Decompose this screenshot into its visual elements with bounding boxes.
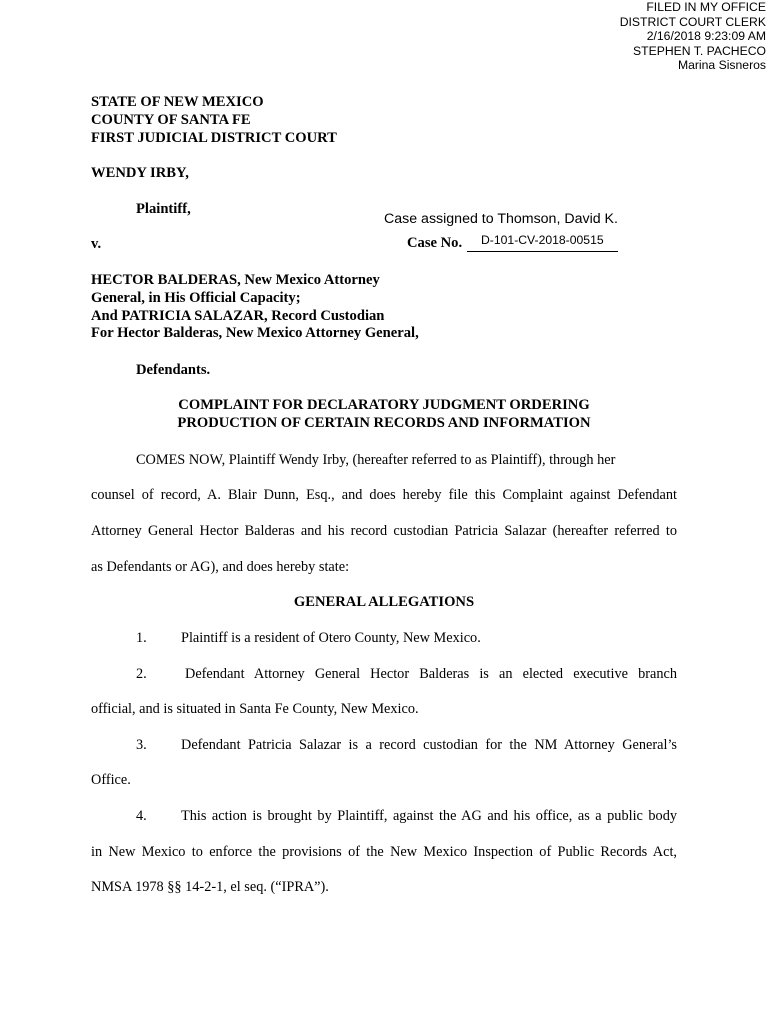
defendants-role: Defendants. bbox=[136, 362, 211, 378]
paragraph-number: 2. bbox=[136, 666, 147, 682]
stamp-line: 2/16/2018 9:23:09 AM bbox=[646, 29, 766, 44]
case-number-underline bbox=[467, 251, 618, 252]
stamp-line: STEPHEN T. PACHECO bbox=[633, 43, 766, 58]
paragraph-text: NMSA 1978 §§ 14-2-1, el seq. (“IPRA”). bbox=[91, 879, 329, 895]
paragraph-text: Defendant Patricia Salazar is a record custodian for the NM Attorney General’s bbox=[181, 737, 677, 753]
paragraph-text: Plaintiff is a resident of Otero County, New Mexico. bbox=[181, 630, 481, 646]
court-district: FIRST JUDICIAL DISTRICT COURT bbox=[91, 129, 337, 146]
court-state: STATE OF NEW MEXICO bbox=[91, 94, 264, 110]
paragraph-text: in New Mexico to enforce the provisions of the New Mexico Inspection of Public Records Act, bbox=[91, 844, 677, 860]
filing-stamp bbox=[466, 0, 766, 73]
paragraph-number: 1. bbox=[136, 630, 147, 646]
title-line: COMPLAINT FOR DECLARATORY JUDGMENT ORDERING bbox=[178, 397, 590, 413]
defendants-line: HECTOR BALDERAS, New Mexico Attorney bbox=[91, 272, 380, 288]
defendants-line: General, in His Official Capacity; bbox=[91, 289, 301, 306]
stamp-line: FILED IN MY OFFICE bbox=[646, 0, 766, 14]
plaintiff-role: Plaintiff, bbox=[136, 201, 191, 217]
intro-line: COMES NOW, Plaintiff Wendy Irby, (hereafter referred to as Plaintiff), through her bbox=[136, 452, 616, 468]
defendants-line: And PATRICIA SALAZAR, Record Custodian bbox=[91, 307, 385, 324]
paragraph-text: Office. bbox=[91, 772, 131, 788]
paragraph-number: 3. bbox=[136, 737, 147, 753]
title-line: PRODUCTION OF CERTAIN RECORDS AND INFORMATION bbox=[177, 414, 591, 431]
paragraph-text: This action is brought by Plaintiff, against the AG and his office, as a public body bbox=[181, 808, 677, 824]
versus: v. bbox=[91, 236, 102, 252]
intro-line: Attorney General Hector Balderas and his record custodian Patricia Salazar (hereafter referred to bbox=[91, 523, 677, 539]
case-assigned: Case assigned to Thomson, David K. bbox=[384, 211, 618, 227]
intro-line: counsel of record, A. Blair Dunn, Esq., and does hereby file this Complaint against Defendant bbox=[91, 487, 677, 503]
court-county: COUNTY OF SANTA FE bbox=[91, 111, 251, 128]
paragraph-text: official, and is situated in Santa Fe County, New Mexico. bbox=[91, 701, 419, 717]
plaintiff-name: WENDY IRBY, bbox=[91, 165, 189, 181]
defendants-block bbox=[91, 272, 419, 343]
section-heading: GENERAL ALLEGATIONS bbox=[293, 594, 475, 610]
stamp-line: Marina Sisneros bbox=[677, 58, 766, 73]
case-number-label: Case No. bbox=[407, 235, 463, 251]
court-heading bbox=[91, 94, 337, 147]
case-number: D-101-CV-2018-00515 bbox=[481, 233, 604, 247]
defendants-line: For Hector Balderas, New Mexico Attorney General, bbox=[91, 325, 419, 342]
stamp-line: DISTRICT COURT CLERK bbox=[619, 14, 766, 29]
paragraph-text: Defendant Attorney General Hector Balderas is an elected executive branch bbox=[185, 666, 677, 682]
intro-line: as Defendants or AG), and does hereby state: bbox=[91, 559, 350, 575]
paragraph-number: 4. bbox=[136, 808, 147, 824]
complaint-title bbox=[91, 397, 677, 433]
